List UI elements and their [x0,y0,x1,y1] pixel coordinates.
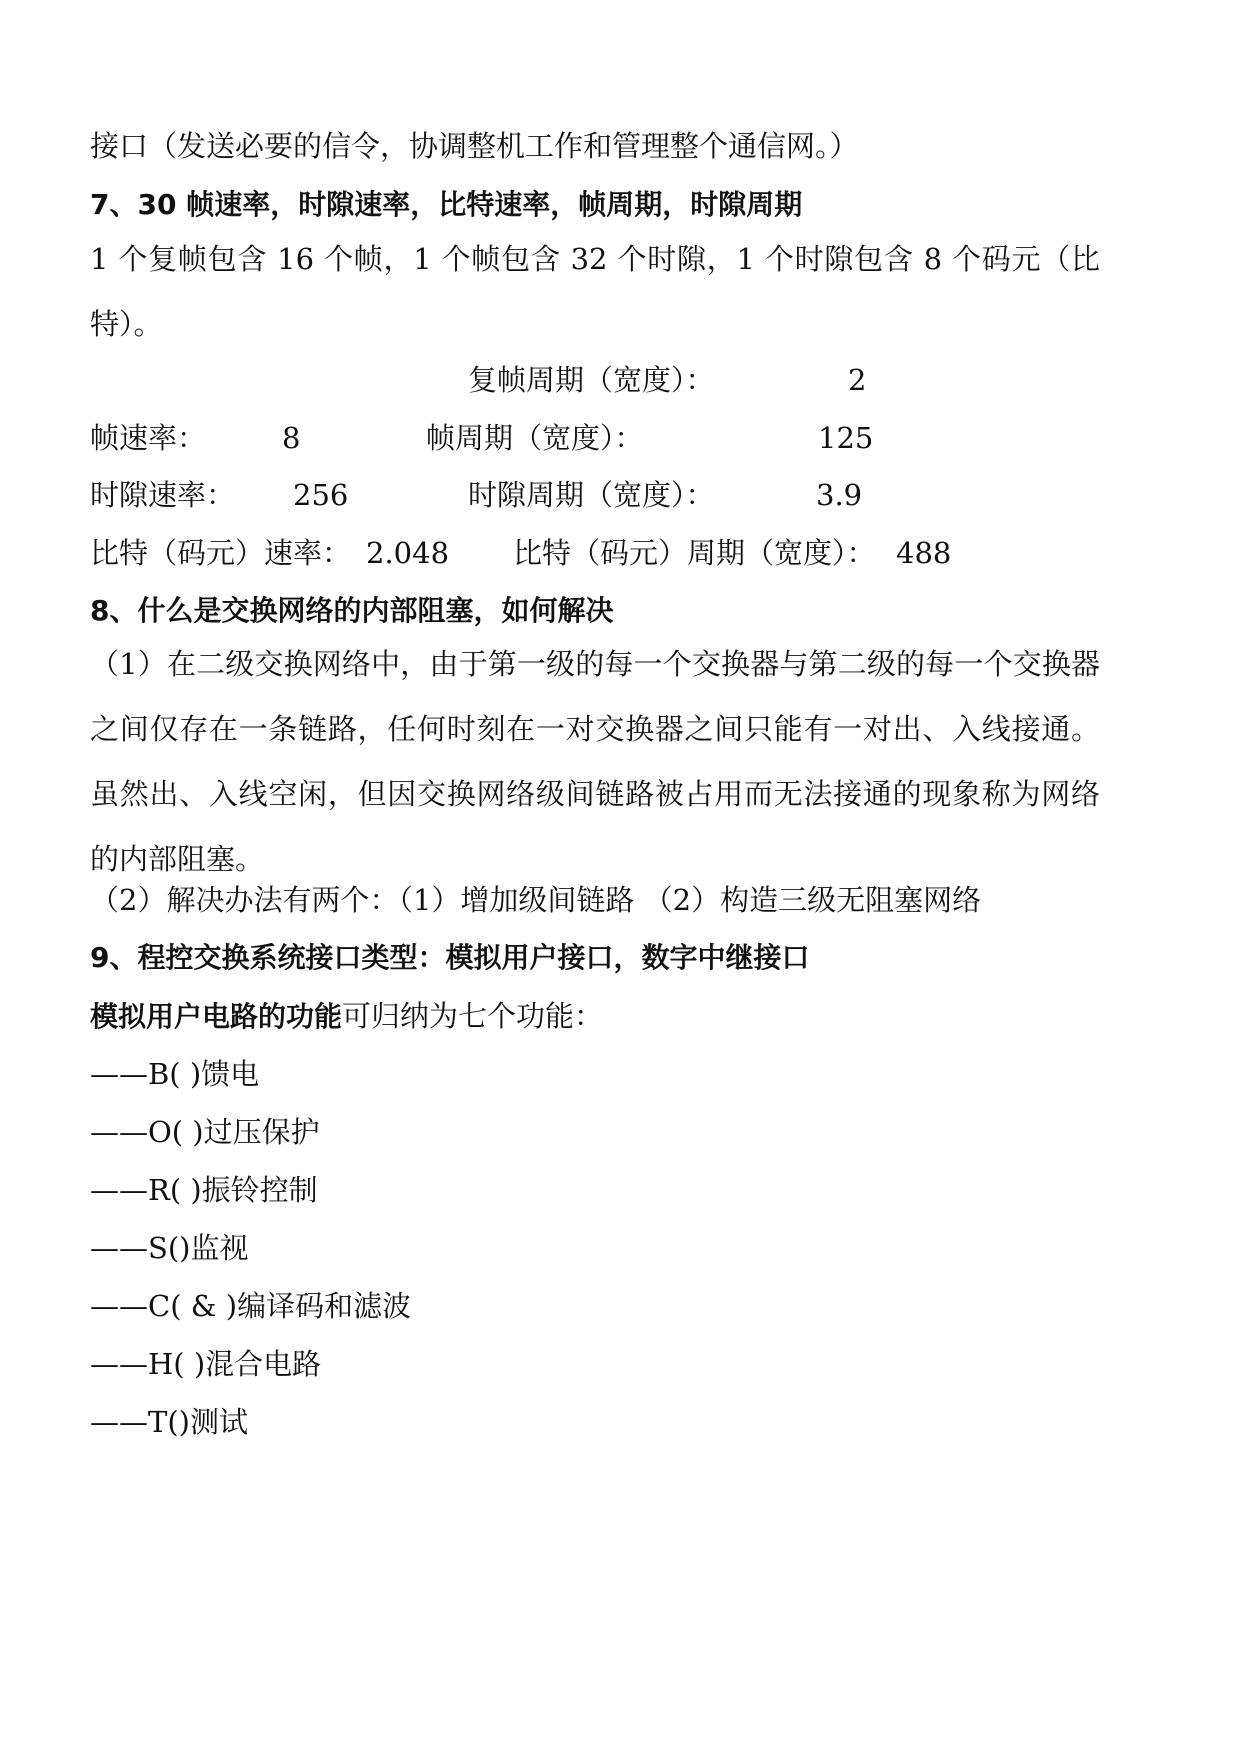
section9-lead [90,998,603,1035]
bit-rate-value: 2.048 [366,536,450,570]
frame-period-label: 帧周期（宽度）： [426,421,644,455]
section7-heading: 7、30 帧速率，时隙速率，比特速率，帧周期，时隙周期 [90,188,803,221]
function-item: ——S()监视 [90,1231,249,1265]
slot-rate-label: 时隙速率： [90,478,236,512]
bit-rate-label: 比特（码元）速率： [90,536,352,570]
frame-period-value: 125 [818,421,874,455]
section9-lead-rest: 可归纳为七个功能： [342,999,604,1033]
section8-paragraph-2: （2）解决办法有两个：（1）增加级间链路 （2）构造三级无阻塞网络 [90,883,982,917]
slot-rate-value: 256 [293,478,349,512]
slot-period-value: 3.9 [816,478,863,512]
function-item: ——O( )过压保护 [90,1115,320,1149]
multiframe-period-value: 2 [848,363,867,397]
intro-line: 接口（发送必要的信令，协调整机工作和管理整个通信网。） [90,129,859,163]
section7-text: 1 个复帧包含 16 个帧，1 个帧包含 32 个时隙，1 个时隙包含 8 个码元（比特）。 [90,242,1100,341]
function-item: ——H( )混合电路 [90,1347,322,1381]
multiframe-period-label: 复帧周期（宽度）： [468,363,715,397]
frame-rate-value: 8 [282,421,301,455]
slot-period-label: 时隙周期（宽度）： [468,478,715,512]
section8-paragraph-1: （1）在二级交换网络中，由于第一级的每一个交换器与第二级的每一个交换器之间仅存在一条链路，任何时刻在一对交换器之间只能有一对出、入线接通。虽然出、入线空闲，但因交换网络级间链路被占用而无法接通的现象称为网络的内部阻塞。 [90,647,1100,876]
function-item: ——R( )振铃控制 [90,1173,318,1207]
bit-period-value: 488 [896,536,952,570]
bit-period-label: 比特（码元）周期（宽度）： [513,536,876,570]
function-item: ——C( & )编译码和滤波 [90,1289,412,1323]
section8-heading: 8、什么是交换网络的内部阻塞，如何解决 [90,594,614,627]
section9-lead-bold: 模拟用户电路的功能 [90,1000,343,1033]
frame-rate-label: 帧速率： [90,421,207,455]
function-item: ——T()测试 [90,1405,248,1439]
section9-heading: 9、程控交换系统接口类型：模拟用户接口，数字中继接口 [90,941,810,974]
function-item: ——B( )馈电 [90,1057,260,1091]
